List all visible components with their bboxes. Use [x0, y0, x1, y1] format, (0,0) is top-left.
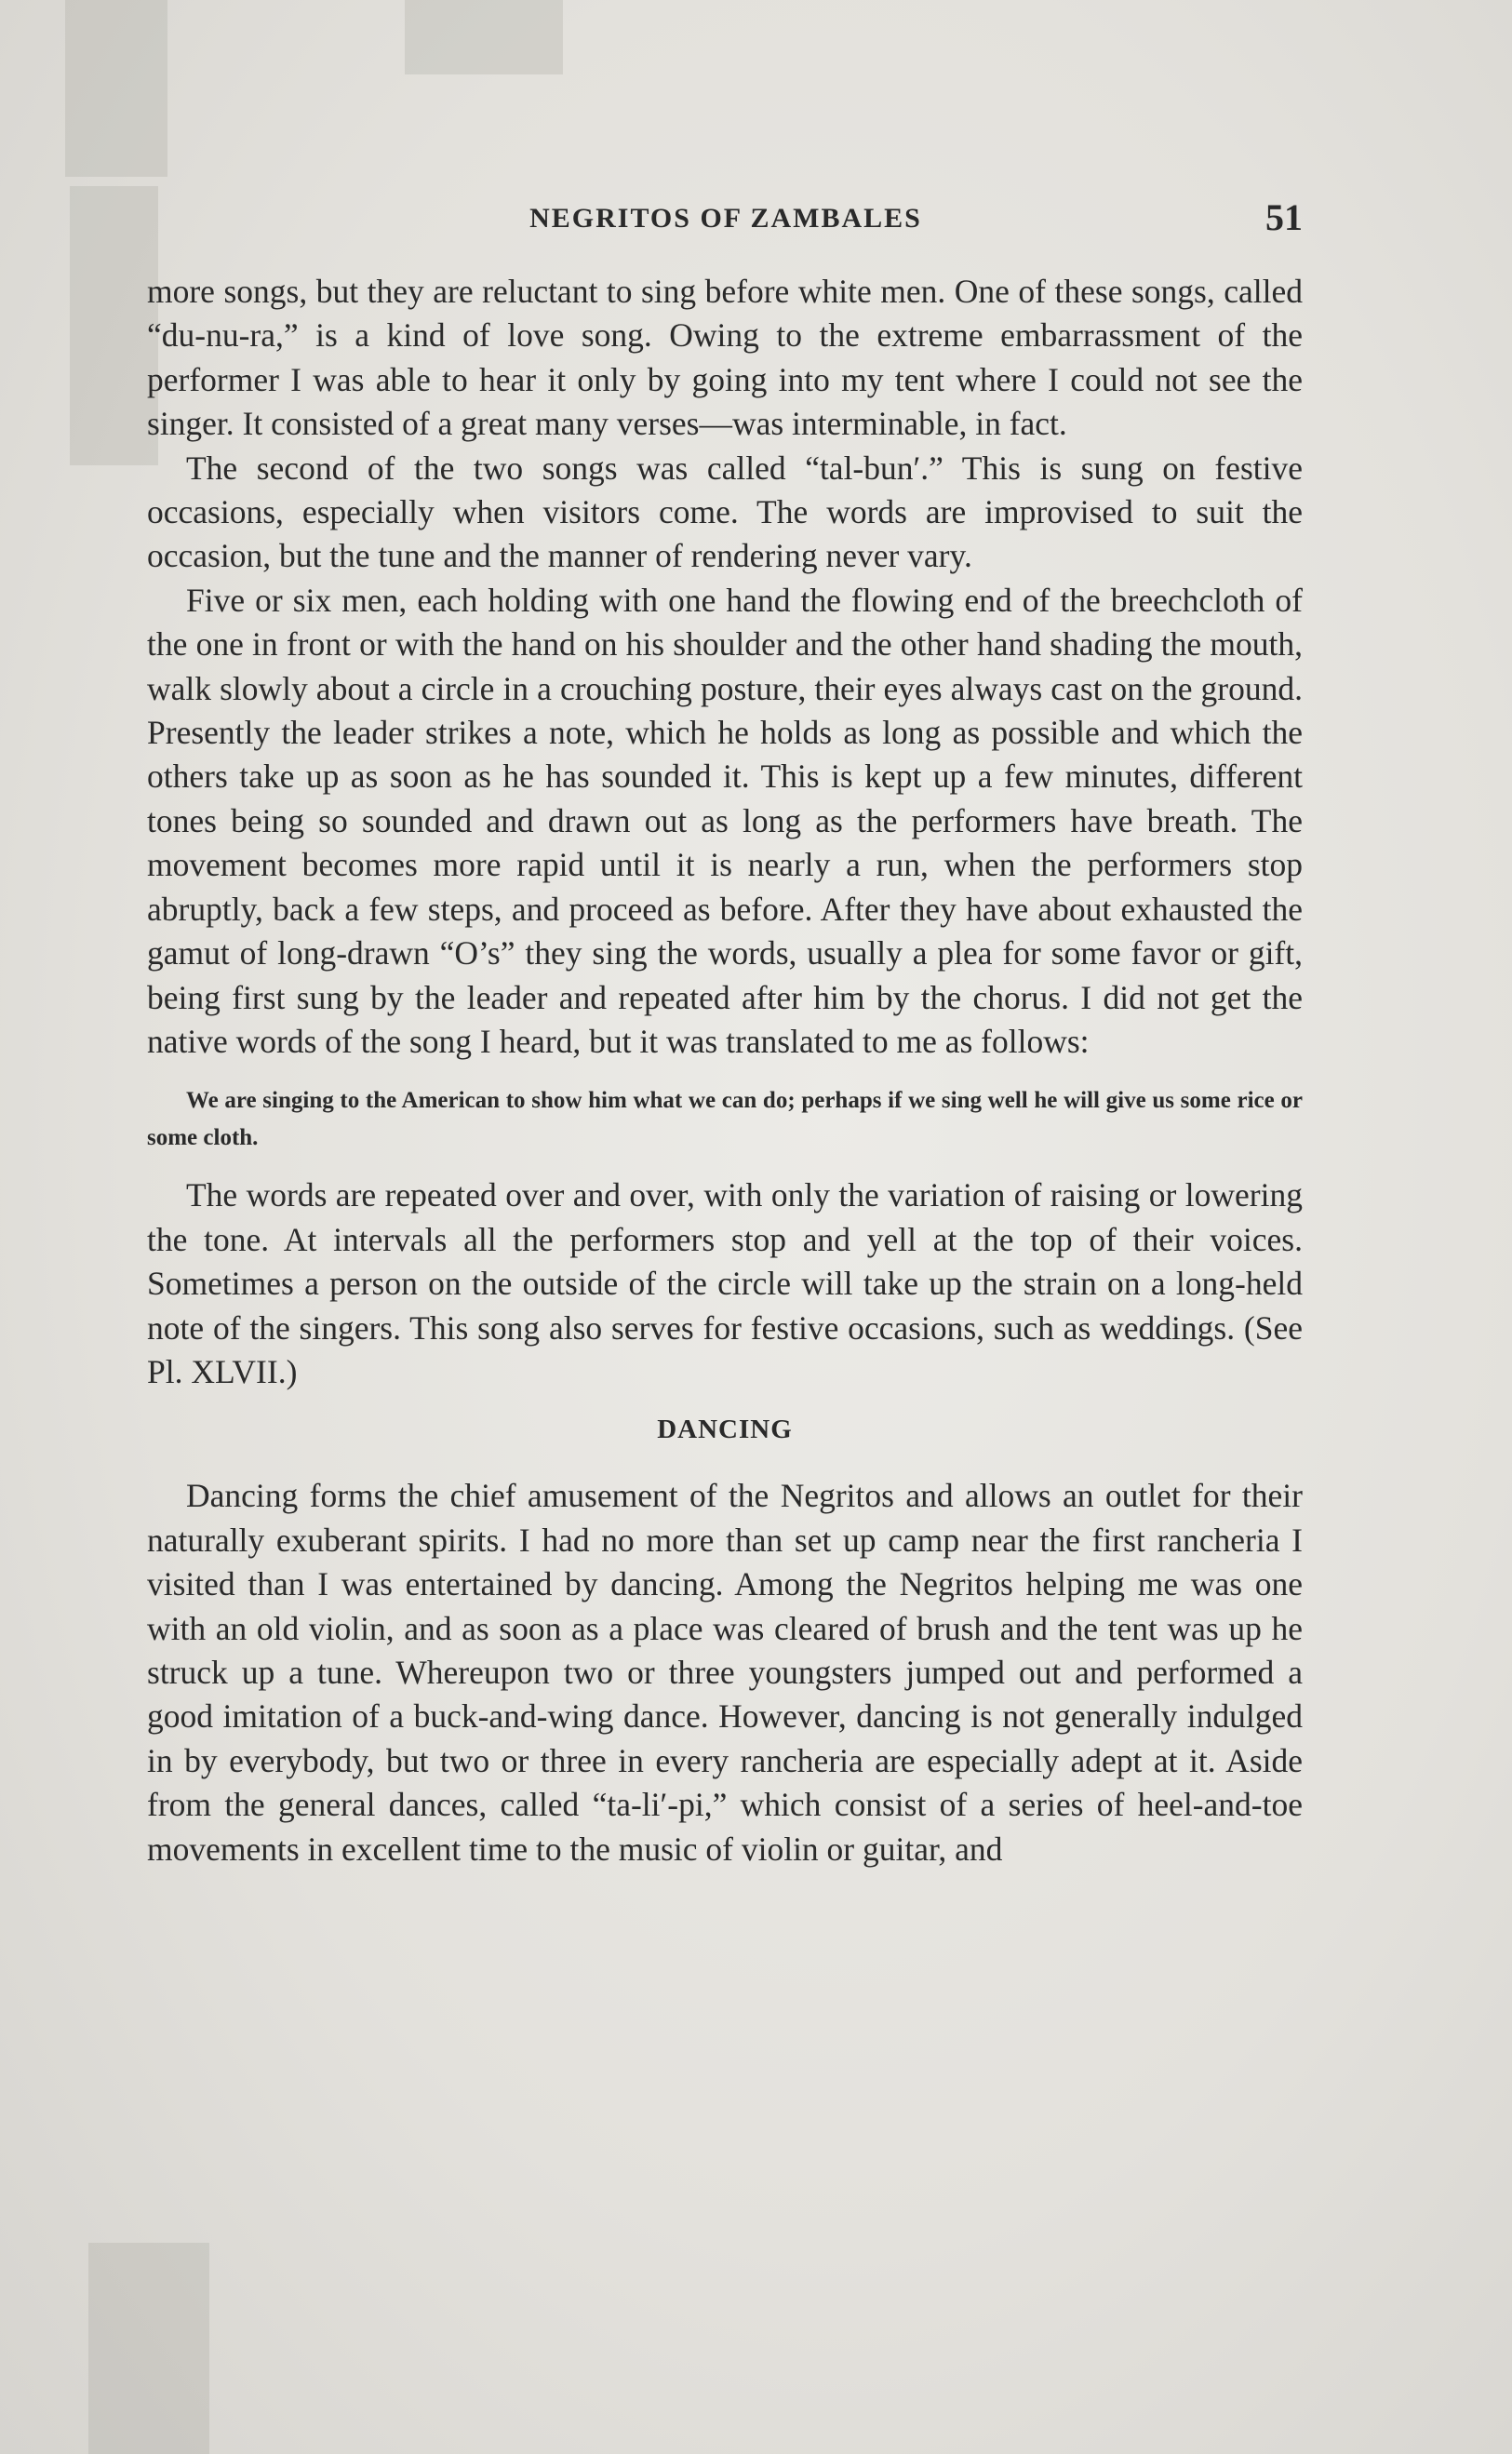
paragraph: Five or six men, each holding with one hand the flowing end of the breechcloth of the one in front or with the hand on his shoulder and the other hand shading the mouth, walk slowly about a circle in a crouching posture, their eyes always cast on the ground. Presently the leader strikes a note, which he holds as long as possible and which the others take up as soon as he has sounded it. This is kept up a few minutes, different tones being so sounded and drawn out as long as the performers have breath. The movement becomes more rapid until it is nearly a run, when the performers stop abruptly, back a few steps, and proceed as before. After they have about exhausted the gamut of long-drawn “O’s” they sing the words, usually a plea for some favor or gift, being first sung by the leader and repeated after him by the chorus. I did not get the native words of the song I heard, but it was translated to me as follows: — [147, 581, 1303, 1060]
tape-mark — [70, 186, 158, 465]
body-text — [147, 270, 1303, 1871]
page-number: 51 — [1265, 196, 1303, 238]
paragraph: The second of the two songs was called “tal-bun′.” This is sung on festive occasions, especially when visitors come. The words are improvised to suit the occasion, but the tune and the manner of rendering never vary. — [147, 449, 1303, 575]
paragraph: Dancing forms the chief amusement of the Negritos and allows an outlet for their naturally exuberant spirits. I had no more than set up camp near the first rancheria I visited than I was entertained by dancing. Among the Negritos helping me was one with an old violin, and as soon as a place was cleared of brush and the tent was up he struck up a tune. Whereupon two or three youngsters jumped out and performed a good imitation of a buck-and-wing dance. However, dancing is not generally indulged in by everybody, but two or three in every rancheria are especially adept at it. Aside from the general dances, called “ta-li′-pi,” which consist of a series of heel-and-toe movements in excellent time to the music of violin or guitar, and — [147, 1477, 1303, 1868]
tape-mark — [88, 2243, 209, 2454]
tape-mark — [405, 0, 563, 74]
running-head: NEGRITOS OF ZAMBALES — [529, 203, 922, 234]
section-heading-dancing: DANCING — [657, 1415, 793, 1445]
paragraph: The words are repeated over and over, with only the variation of raising or lowering the tone. At intervals all the performers stop and yell at the top of their voices. Sometimes a person on the outside of the circle will take up the strain on a long-held note of the singers. This song also serves for festive occasions, such as weddings. (See Pl. XLVII.) — [147, 1176, 1303, 1390]
page-header — [149, 195, 1303, 251]
song-translation-quote: We are singing to the American to show him what we can do; perhaps if we sing well he will give us some rice or some cloth. — [147, 1088, 1303, 1151]
paragraph: more songs, but they are reluctant to sing before white men. One of these songs, called “du-nu-ra,” is a kind of love song. Owing to the extreme embarrassment of the performer I was able to hear it only by going into my tent where I could not see the singer. It consisted of a great many verses—was interminable, in fact. — [147, 273, 1303, 443]
tape-mark — [65, 0, 167, 177]
